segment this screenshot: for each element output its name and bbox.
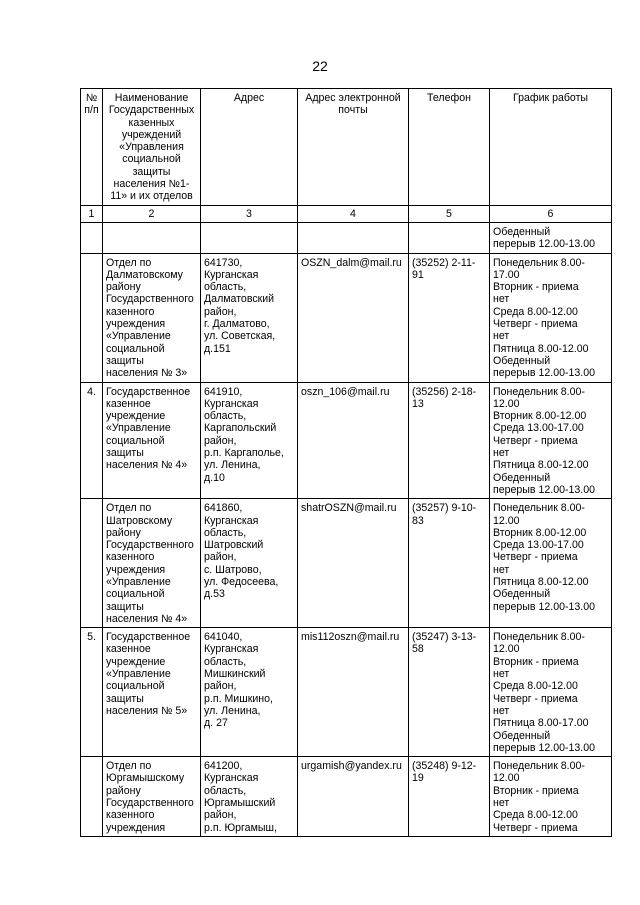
row-email: shatrOSZN@mail.ru [298, 499, 409, 628]
offices-table [80, 88, 612, 837]
row-num [81, 499, 103, 628]
table-row [81, 253, 612, 382]
table-row [81, 499, 612, 628]
header-name: Наименование Государственных казенных учреждений «Управления социальной защиты населения №1- 11» и их отделов [103, 89, 201, 206]
row-address: 641040, Курганская область, Мишкинский район, р.п. Мишкино, ул. Ленина, д. 27 [201, 628, 298, 757]
row-schedule: Понедельник 8.00- 12.00 Вторник - приема нет Среда 8.00-12.00 Четверг - приема нет Пятница 8.00-17.00 Обеденный перерыв 12.00-13.00 [490, 628, 612, 757]
row-address: 641730, Курганская область, Далматовский район, г. Далматово, ул. Советская, д.151 [201, 253, 298, 382]
row-email: oszn_106@mail.ru [298, 382, 409, 499]
row-name [103, 222, 201, 253]
table-row [81, 382, 612, 499]
row-address: 641200, Курганская область, Юргамышский район, р.п. Юргамыш, [201, 757, 298, 837]
row-email: mis112oszn@mail.ru [298, 628, 409, 757]
row-phone: (35256) 2-18- 13 [409, 382, 490, 499]
column-number: 2 [103, 205, 201, 222]
table-row [81, 628, 612, 757]
row-name: Государственное казенное учреждение «Управление социальной защиты населения № 4» [103, 382, 201, 499]
row-email: urgamish@yandex.ru [298, 757, 409, 837]
column-number: 5 [409, 205, 490, 222]
row-phone [409, 222, 490, 253]
row-phone: (35257) 9-10- 83 [409, 499, 490, 628]
row-name: Отдел по Шатровскому району Государственного казенного учреждения «Управление социальной защиты населения № 4» [103, 499, 201, 628]
row-num [81, 757, 103, 837]
column-number-row [81, 205, 612, 222]
column-number: 3 [201, 205, 298, 222]
column-number: 6 [490, 205, 612, 222]
row-phone: (35247) 3-13- 58 [409, 628, 490, 757]
row-num [81, 222, 103, 253]
row-schedule: Понедельник 8.00- 17.00 Вторник - приема нет Среда 8.00-12.00 Четверг - приема нет Пятница 8.00-12.00 Обеденный перерыв 12.00-13.00 [490, 253, 612, 382]
row-num: 4. [81, 382, 103, 499]
header-row [81, 89, 612, 206]
row-num [81, 253, 103, 382]
table-row [81, 757, 612, 837]
header-schedule: График работы [490, 89, 612, 206]
row-num: 5. [81, 628, 103, 757]
header-phone: Телефон [409, 89, 490, 206]
table-row [81, 222, 612, 253]
row-schedule: Понедельник 8.00- 12.00 Вторник - приема нет Среда 8.00-12.00 Четверг - приема [490, 757, 612, 837]
page-number: 22 [312, 58, 328, 74]
row-phone: (35248) 9-12- 19 [409, 757, 490, 837]
row-schedule: Понедельник 8.00- 12.00 Вторник 8.00-12.00 Среда 13.00-17.00 Четверг - приема нет Пятница 8.00-12.00 Обеденный перерыв 12.00-13.00 [490, 382, 612, 499]
column-number: 4 [298, 205, 409, 222]
row-name: Государственное казенное учреждение «Управление социальной защиты населения № 5» [103, 628, 201, 757]
row-name: Отдел по Далматовскому району Государственного казенного учреждения «Управление социальной защиты населения № 3» [103, 253, 201, 382]
row-schedule: Обеденный перерыв 12.00-13.00 [490, 222, 612, 253]
row-address: 641860, Курганская область, Шатровский район, с. Шатрово, ул. Федосеева, д.53 [201, 499, 298, 628]
column-number: 1 [81, 205, 103, 222]
row-address: 641910, Курганская область, Каргапольский район, р.п. Каргаполье, ул. Ленина, д.10 [201, 382, 298, 499]
row-email: OSZN_dalm@mail.ru [298, 253, 409, 382]
header-num: № п/п [81, 89, 103, 206]
row-address [201, 222, 298, 253]
header-address: Адрес [201, 89, 298, 206]
row-email [298, 222, 409, 253]
row-phone: (35252) 2-11-91 [409, 253, 490, 382]
row-schedule: Понедельник 8.00- 12.00 Вторник 8.00-12.00 Среда 13.00-17.00 Четверг - приема нет Пятница 8.00-12.00 Обеденный перерыв 12.00-13.00 [490, 499, 612, 628]
row-name: Отдел по Юргамышскому району Государственного казенного учреждения [103, 757, 201, 837]
header-email: Адрес электронной почты [298, 89, 409, 206]
